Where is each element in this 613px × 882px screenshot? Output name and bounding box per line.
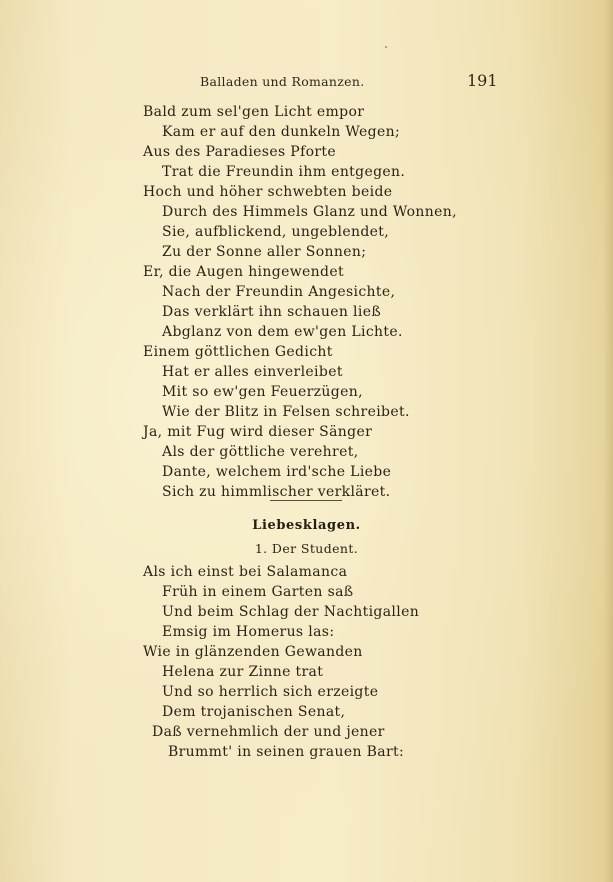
running-head xyxy=(0,71,613,94)
verse-line: Dante, welchem ird'sche Liebe xyxy=(162,464,392,480)
page-number: 191 xyxy=(467,71,498,90)
verse-line: Sich zu himmlischer verkläret. xyxy=(162,484,391,500)
verse-line: Und so herrlich sich erzeigte xyxy=(162,684,379,700)
verse-line: Sie, aufblickend, ungeblendet, xyxy=(162,224,390,240)
verse-line: Durch des Himmels Glanz und Wonnen, xyxy=(162,204,457,220)
verse-line: Und beim Schlag der Nachtigallen xyxy=(162,604,420,620)
verse-line: Daß vernehmlich der und jener xyxy=(152,724,385,740)
subsection-title: 1. Der Student. xyxy=(254,541,359,556)
verse-line: Aus des Paradieses Pforte xyxy=(143,144,337,160)
section-title: Liebesklagen. xyxy=(252,518,361,533)
verse-line: Emsig im Homerus las: xyxy=(162,624,335,640)
verse-line: Einem göttlichen Gedicht xyxy=(143,344,333,360)
verse-line: Hat er alles einverleibet xyxy=(162,364,343,380)
verse-line: Bald zum sel'gen Licht empor xyxy=(143,104,365,120)
verse-line: Als der göttliche verehret, xyxy=(162,444,359,460)
verse-line: Ja, mit Fug wird dieser Sänger xyxy=(143,424,373,440)
verse-line: Früh in einem Garten saß xyxy=(162,584,354,600)
verse-line: Wie in glänzenden Gewanden xyxy=(143,644,363,660)
section-divider xyxy=(270,500,342,501)
running-title: Balladen und Romanzen. xyxy=(200,74,365,89)
verse-line: Als ich einst bei Salamanca xyxy=(143,564,348,580)
verse-line: Hoch und höher schwebten beide xyxy=(143,184,393,200)
verse-line: Nach der Freundin Angesichte, xyxy=(162,284,396,300)
verse-line: Mit so ew'gen Feuerzügen, xyxy=(162,384,363,400)
verse-line: Dem trojanischen Senat, xyxy=(162,704,346,720)
verse-line: Trat die Freundin ihm entgegen. xyxy=(162,164,406,180)
verse-line: Er, die Augen hingewendet xyxy=(143,264,344,280)
verse-line: Helena zur Zinne trat xyxy=(162,664,324,680)
paper-speck xyxy=(385,46,387,48)
verse-line: Das verklärt ihn schauen ließ xyxy=(162,304,382,320)
verse-line: Zu der Sonne aller Sonnen; xyxy=(162,244,367,260)
verse-line: Kam er auf den dunkeln Wegen; xyxy=(162,124,401,140)
verse-line: Abglanz von dem ew'gen Lichte. xyxy=(162,324,403,340)
verse-line: Brummt' in seinen grauen Bart: xyxy=(168,744,405,760)
verse-line: Wie der Blitz in Felsen schreibet. xyxy=(162,404,410,420)
